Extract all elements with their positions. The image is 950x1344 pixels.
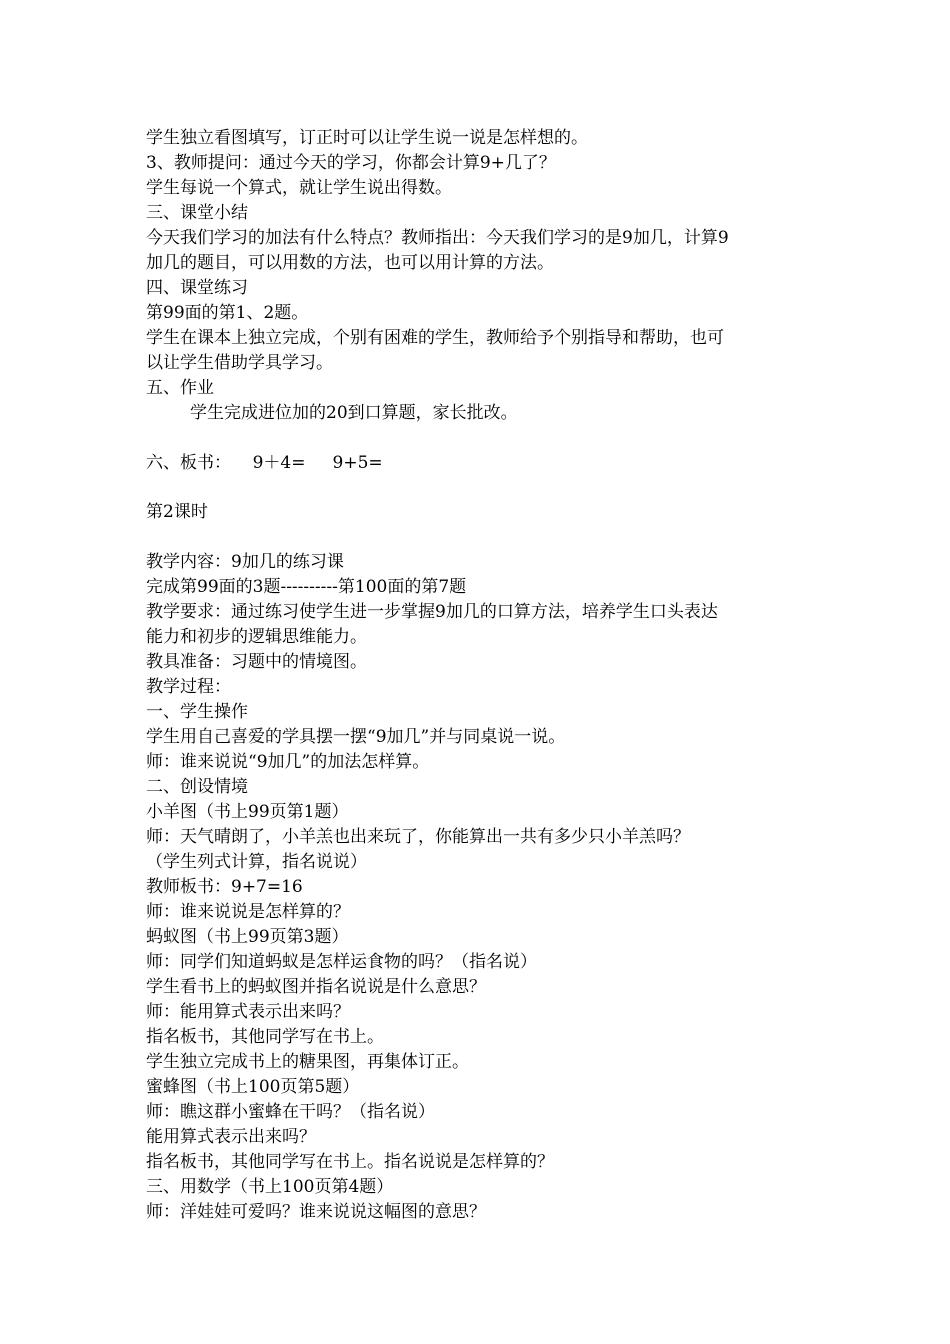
- text-line: 指名板书，其他同学写在书上。: [146, 1027, 384, 1047]
- text-line: 教具准备：习题中的情境图。: [146, 652, 367, 672]
- text-line: 教学内容：9加几的练习课: [146, 552, 344, 572]
- text-line: 今天我们学习的加法有什么特点？教师指出：今天我们学习的是9加几，计算9: [146, 228, 729, 248]
- text-line: 学生用自己喜爱的学具摆一摆“9加几”并与同桌说一说。: [146, 727, 566, 747]
- text-line: 蜜蜂图（书上100页第5题）: [146, 1077, 360, 1097]
- text-line: 学生每说一个算式，就让学生说出得数。: [146, 178, 452, 198]
- section-heading: 六、板书： 9＋4= 9+5=: [146, 453, 383, 473]
- text-line: 能用算式表示出来吗？: [146, 1127, 316, 1147]
- text-line: 学生在课本上独立完成，个别有困难的学生，教师给予个别指导和帮助，也可: [146, 328, 724, 348]
- section-heading: 五、作业: [146, 378, 214, 398]
- lesson-title: 第2课时: [146, 502, 208, 522]
- text-line: 师：洋娃娃可爱吗？谁来说说这幅图的意思？: [146, 1202, 486, 1222]
- text-line: 师：天气晴朗了，小羊羔也出来玩了，你能算出一共有多少只小羊羔吗？: [146, 827, 690, 847]
- text-line: 能力和初步的逻辑思维能力。: [146, 627, 367, 647]
- text-line: 学生独立完成书上的糖果图，再集体订正。: [146, 1052, 469, 1072]
- text-line: 学生看书上的蚂蚁图并指名说说是什么意思？: [146, 977, 486, 997]
- text-line: 师：谁来说说“9加几”的加法怎样算。: [146, 752, 430, 772]
- section-heading: 二、创设情境: [146, 777, 248, 797]
- text-line: 师：谁来说说是怎样算的？: [146, 902, 350, 922]
- text-line: 教学要求：通过练习使学生进一步掌握9加几的口算方法，培养学生口头表达: [146, 602, 718, 622]
- text-line: 加几的题目，可以用数的方法，也可以用计算的方法。: [146, 253, 554, 273]
- text-line: 完成第99面的3题----------第100面的第7题: [146, 577, 467, 597]
- text-line: 蚂蚁图（书上99页第3题）: [146, 927, 349, 947]
- text-line: 3、教师提问：通过今天的学习，你都会计算9+几了？: [146, 153, 556, 173]
- text-line: 小羊图（书上99页第1题）: [146, 802, 349, 822]
- text-line: 指名板书，其他同学写在书上。指名说说是怎样算的？: [146, 1152, 554, 1172]
- section-heading: 三、用数学（书上100页第4题）: [146, 1177, 394, 1197]
- section-heading: 一、学生操作: [146, 702, 248, 722]
- text-line: 师：能用算式表示出来吗？: [146, 1002, 350, 1022]
- text-line: 第99面的第1、2题。: [146, 303, 309, 323]
- section-heading: 三、课堂小结: [146, 203, 248, 223]
- text-line: 以让学生借助学具学习。: [146, 353, 333, 373]
- section-heading: 四、课堂练习: [146, 278, 248, 298]
- text-line: 学生完成进位加的20到口算题，家长批改。: [190, 403, 518, 423]
- text-line: （学生列式计算，指名说说）: [146, 852, 367, 872]
- text-line: 师：同学们知道蚂蚁是怎样运食物的吗？（指名说）: [146, 952, 537, 972]
- text-line: 教学过程：: [146, 677, 231, 697]
- text-line: 学生独立看图填写，订正时可以让学生说一说是怎样想的。: [146, 128, 588, 148]
- text-line: 教师板书：9+7=16: [146, 877, 303, 897]
- text-line: 师：瞧这群小蜜蜂在干吗？（指名说）: [146, 1102, 435, 1122]
